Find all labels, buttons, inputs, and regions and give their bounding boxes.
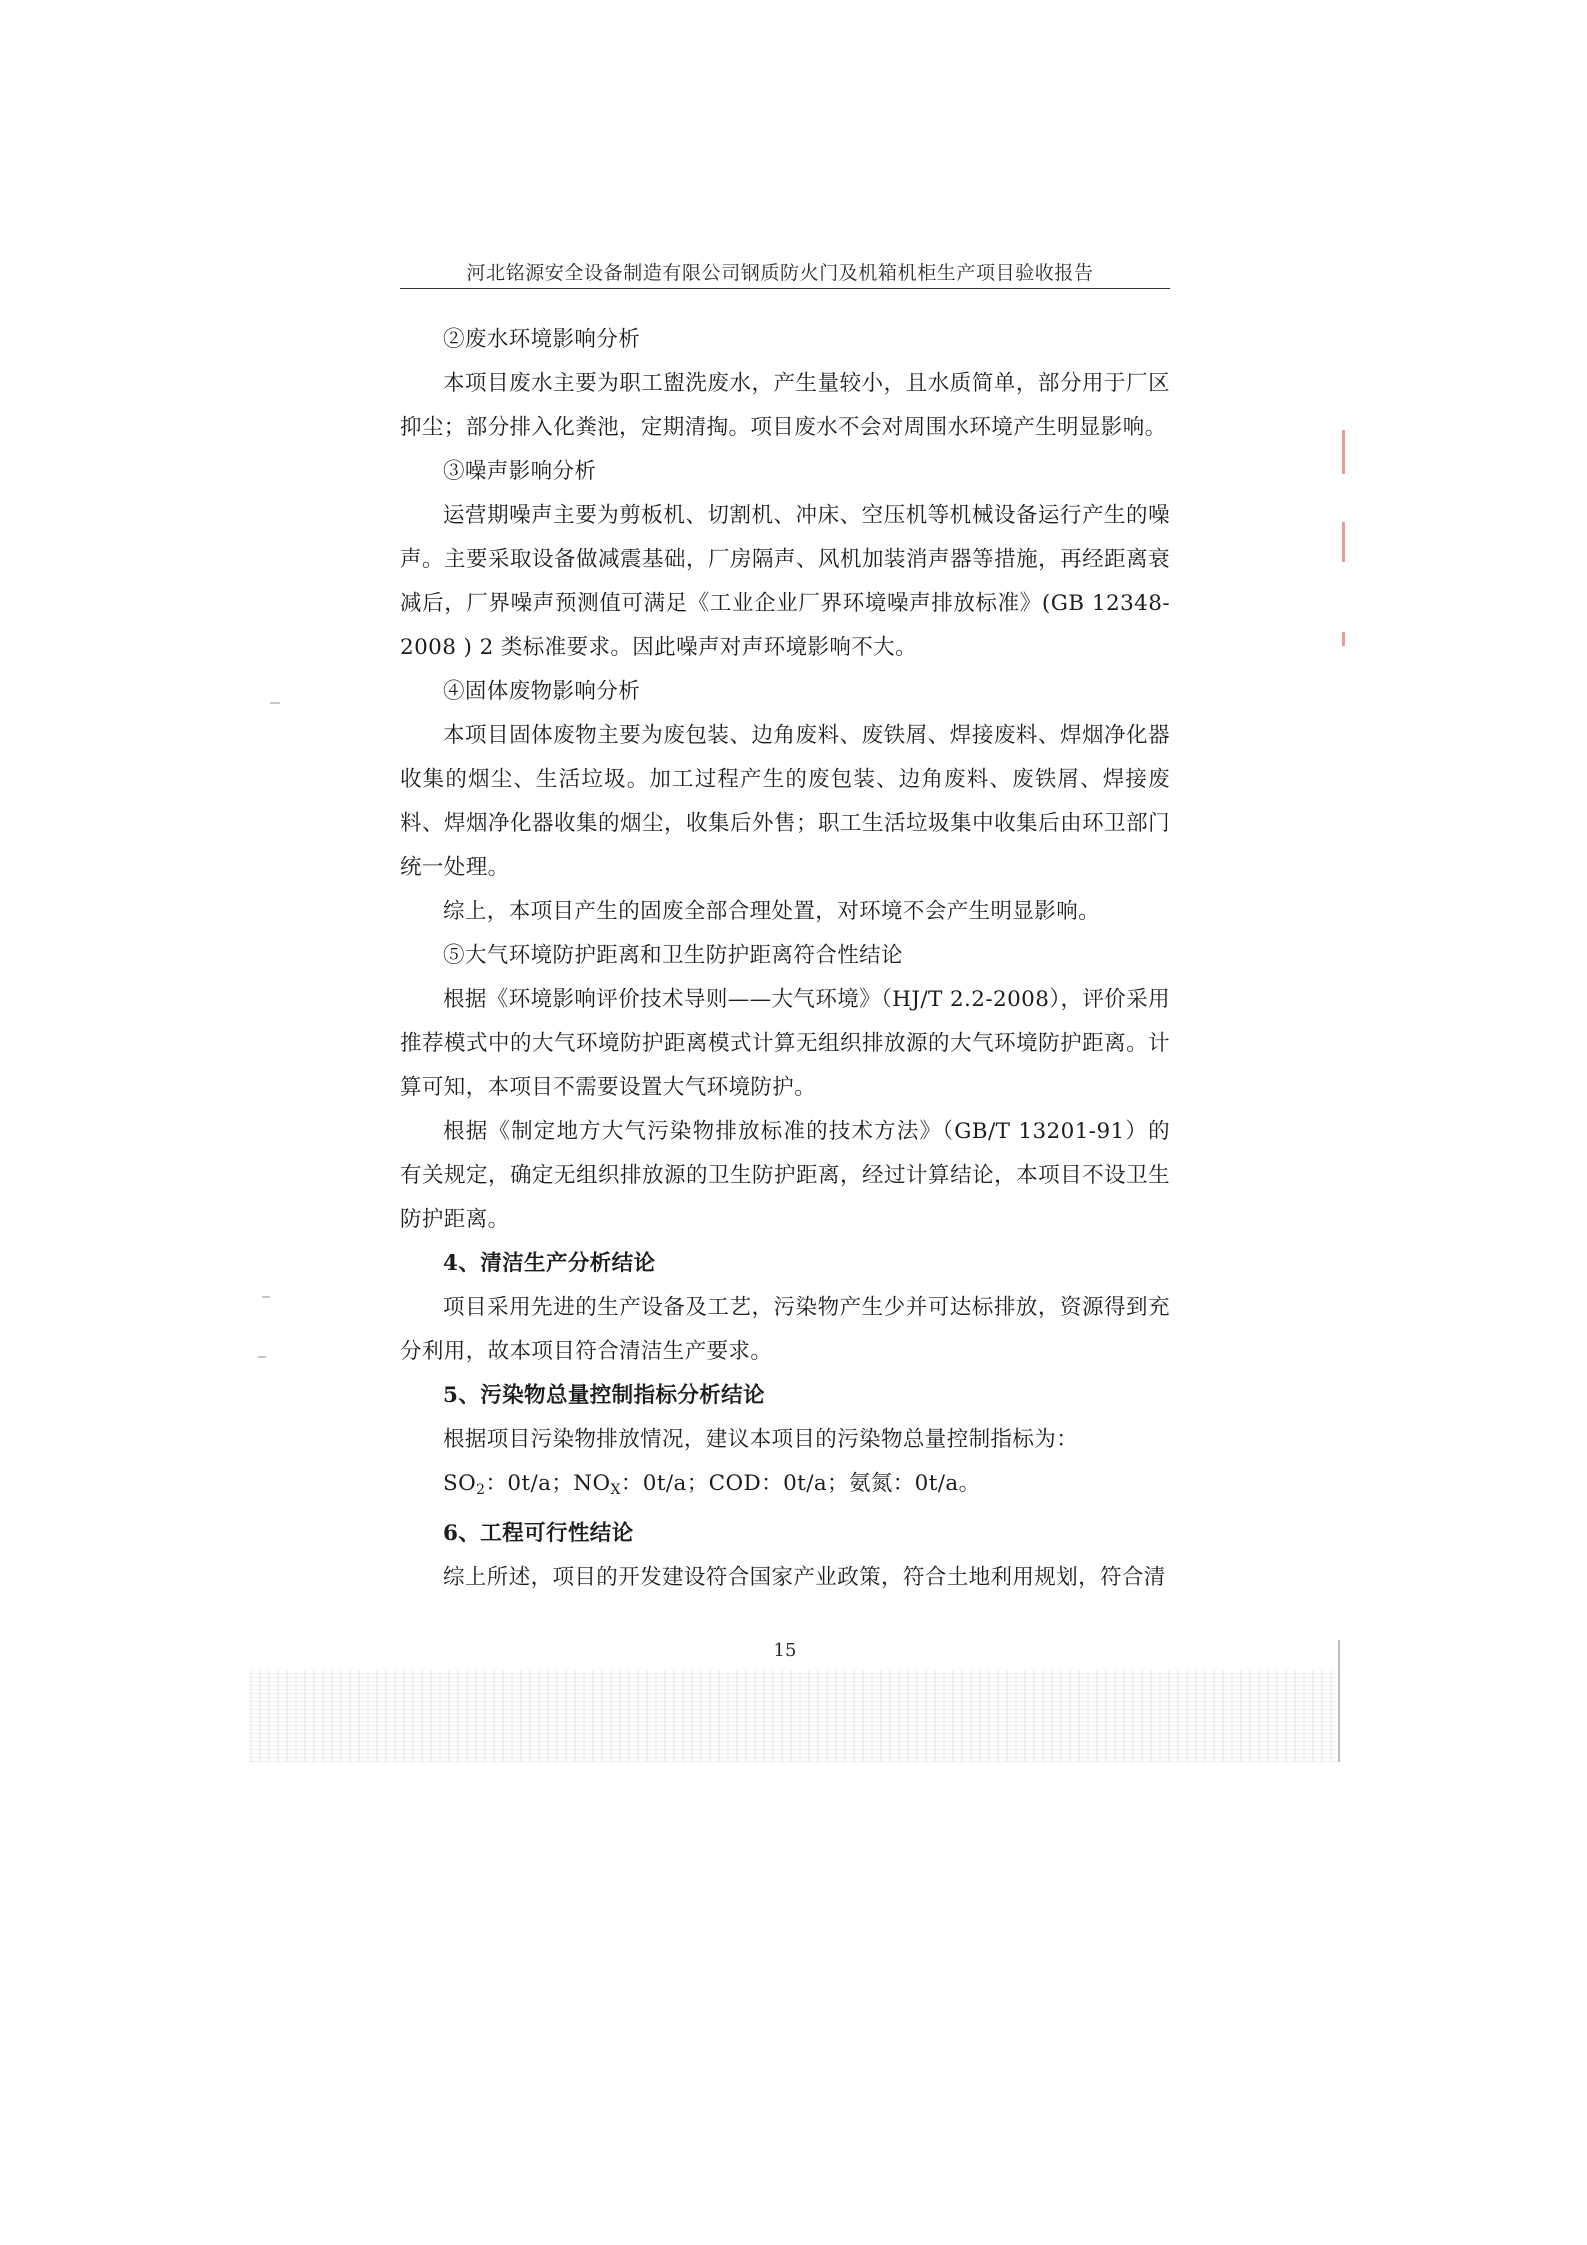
body-paragraph: 综上所述，项目的开发建设符合国家产业政策，符合土地利用规划，符合清 bbox=[443, 1565, 1166, 1590]
scan-noise-band bbox=[250, 1670, 1340, 1762]
scan-speck bbox=[1342, 430, 1345, 474]
section-heading: ③噪声影响分析 bbox=[443, 459, 597, 484]
numbered-heading: 6、工程可行性结论 bbox=[443, 1521, 634, 1546]
body-paragraph: 本项目固体废物主要为废包装、边角废料、废铁屑、焊接废料、焊烟净化器收集的烟尘、生活垃圾。加工过程产生的废包装、边角废料、废铁屑、焊接废料、焊烟净化器收集的烟尘，收集后外售；职工生活垃圾集中收集后由环卫部门统一处理。 bbox=[400, 723, 1170, 880]
cod-value: COD：0t/a； bbox=[708, 1471, 849, 1496]
section-heading: ⑤大气环境防护距离和卫生防护距离符合性结论 bbox=[443, 943, 903, 968]
section-heading: ②废水环境影响分析 bbox=[443, 327, 641, 352]
report-header-title: 河北铭源安全设备制造有限公司钢质防火门及机箱机柜生产项目验收报告 bbox=[466, 262, 1094, 284]
body-paragraph: 综上，本项目产生的固废全部合理处置，对环境不会产生明显影响。 bbox=[443, 899, 1101, 924]
nox-value: ：0t/a； bbox=[620, 1471, 709, 1496]
emission-indicators bbox=[400, 1462, 1170, 1512]
scan-edge-line bbox=[1338, 1640, 1340, 1762]
so2-value: ：0t/a； bbox=[485, 1471, 574, 1496]
page-number: 15 bbox=[773, 1640, 797, 1661]
report-body bbox=[400, 318, 1170, 1600]
so2-label: SO bbox=[443, 1471, 477, 1496]
scan-speck bbox=[1342, 522, 1345, 562]
scan-speck bbox=[1342, 632, 1345, 646]
scan-speck bbox=[262, 1296, 270, 1298]
body-paragraph: 本项目废水主要为职工盥洗废水，产生量较小，且水质简单，部分用于厂区抑尘；部分排入化粪池，定期清掏。项目废水不会对周围水环境产生明显影响。 bbox=[400, 371, 1170, 440]
nox-subscript: X bbox=[610, 1482, 621, 1498]
scan-speck bbox=[270, 702, 280, 704]
ammonia-nitrogen-value: 氨氮：0t/a。 bbox=[848, 1471, 981, 1496]
so2-subscript: 2 bbox=[476, 1482, 486, 1498]
numbered-heading: 5、污染物总量控制指标分析结论 bbox=[443, 1383, 765, 1408]
body-paragraph: 根据《制定地方大气污染物排放标准的技术方法》（GB/T 13201-91）的有关规定，确定无组织排放源的卫生防护距离，经过计算结论，本项目不设卫生防护距离。 bbox=[400, 1119, 1170, 1232]
body-paragraph: 项目采用先进的生产设备及工艺，污染物产生少并可达标排放，资源得到充分利用，故本项目符合清洁生产要求。 bbox=[400, 1295, 1170, 1364]
header-rule bbox=[400, 288, 1170, 289]
body-paragraph: 运营期噪声主要为剪板机、切割机、冲床、空压机等机械设备运行产生的噪声。主要采取设备做减震基础，厂房隔声、风机加装消声器等措施，再经距离衰减后，厂界噪声预测值可满足《工业企业厂界环境噪声排放标准》(GB 12348-2008 ) 2 类标准要求。因此噪声对声环境影响不大。 bbox=[400, 503, 1170, 660]
section-heading: ④固体废物影响分析 bbox=[443, 679, 641, 704]
body-paragraph: 根据项目污染物排放情况，建议本项目的污染物总量控制指标为： bbox=[443, 1427, 1079, 1452]
scan-speck bbox=[258, 1356, 266, 1358]
numbered-heading: 4、清洁生产分析结论 bbox=[443, 1251, 656, 1276]
nox-label: NO bbox=[573, 1471, 611, 1496]
body-paragraph: 根据《环境影响评价技术导则——大气环境》（HJ/T 2.2-2008），评价采用推荐模式中的大气环境防护距离模式计算无组织排放源的大气环境防护距离。计算可知，本项目不需要设置大气环境防护。 bbox=[400, 987, 1170, 1100]
